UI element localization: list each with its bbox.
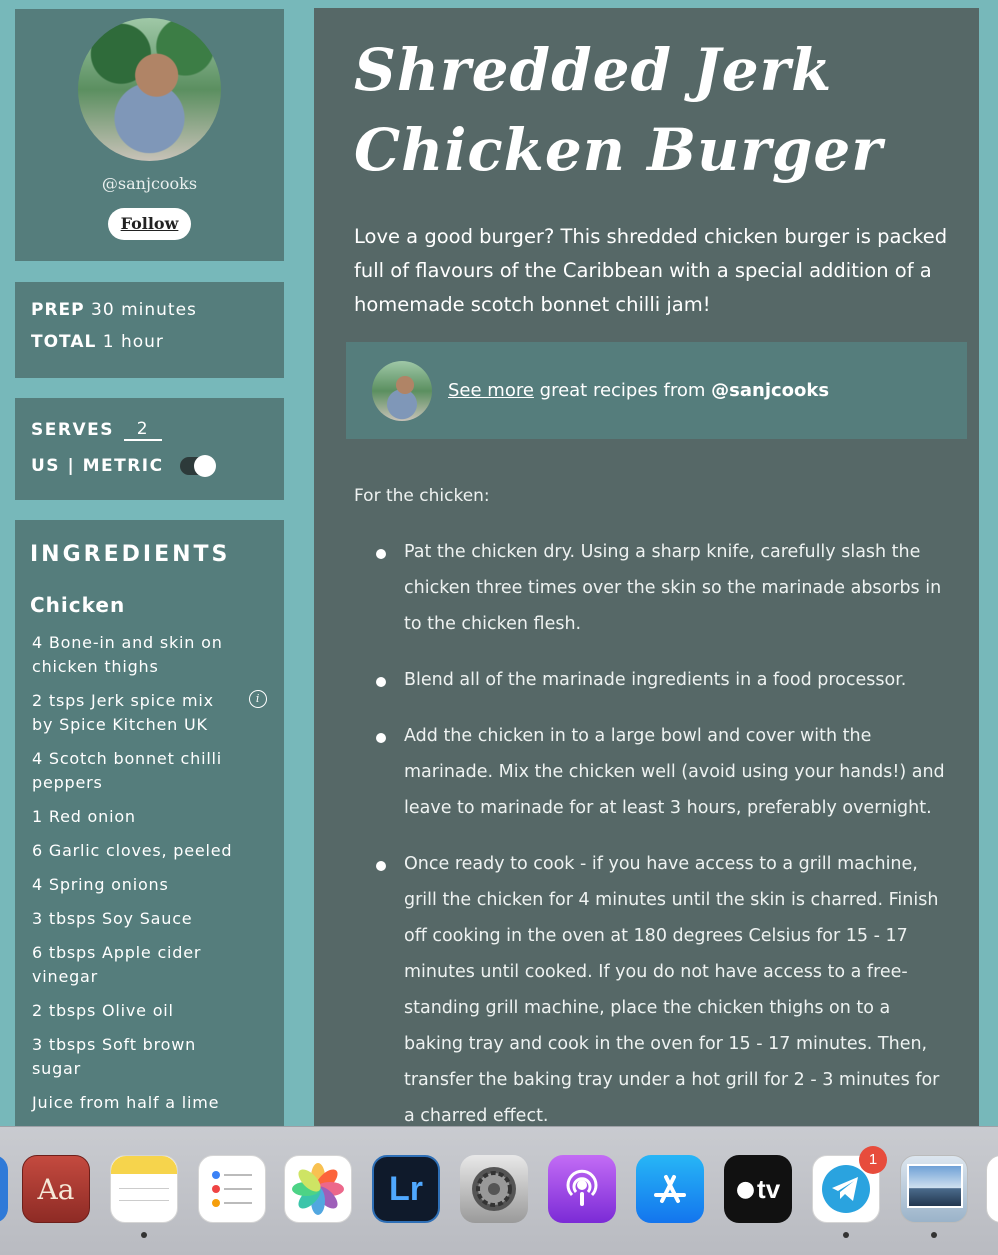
- finder-icon[interactable]: [0, 1155, 8, 1223]
- lightroom-glyph: Lr: [389, 1169, 423, 1208]
- ingredient-item: 4 Scotch bonnet chilli peppers: [32, 749, 223, 792]
- total-time: [31, 330, 268, 362]
- running-indicator: [931, 1232, 937, 1238]
- ingredient-item: 6 tbsps Apple cider vinegar: [32, 943, 202, 986]
- lightroom-icon[interactable]: [372, 1155, 440, 1223]
- units-toggle[interactable]: [180, 457, 214, 475]
- notes-icon[interactable]: [110, 1155, 178, 1223]
- method-step: Blend all of the marinade ingredients in a food processor.: [354, 662, 954, 698]
- author-avatar[interactable]: [372, 361, 432, 421]
- info-icon[interactable]: i: [249, 690, 267, 708]
- ingredient-text: 2 tsps Jerk spice mix by Spice Kitchen UK: [32, 691, 214, 734]
- ingredient-item: 6 Garlic cloves, peeled: [32, 841, 233, 860]
- method-step: Pat the chicken dry. Using a sharp knife, carefully slash the chicken three times over the skin so the marinade absorbs in to the chicken flesh.: [354, 534, 954, 642]
- ingredient-item: 3 tbsps Soy Sauce: [32, 909, 193, 928]
- avatar[interactable]: [78, 18, 221, 161]
- apple-tv-glyph: tv: [757, 1173, 781, 1204]
- telegram-icon[interactable]: [812, 1151, 880, 1223]
- textedit-icon[interactable]: [986, 1155, 998, 1223]
- promo-handle[interactable]: @sanjcooks: [711, 380, 830, 401]
- method-step: Once ready to cook - if you have access to a grill machine, grill the chicken for 4 minutes until the skin is charred. Finish off cooking in the oven at 180 degrees Celsius for 15 - 17 minutes until cooked. If you do not have access to a free-standing grill machine, place the chicken thighs on to a baking tray and cook in the oven for 15 - 17 minutes. Then, transfer the baking tray under a hot grill for 2 - 3 minutes for a charred effect.: [354, 846, 954, 1134]
- app-store-icon[interactable]: [636, 1155, 704, 1223]
- total-value: 1 hour: [102, 332, 164, 352]
- ingredient-item: 4 Spring onions: [32, 875, 169, 894]
- profile-card: [15, 9, 284, 261]
- method-step: Add the chicken in to a large bowl and cover with the marinade. Mix the chicken well (avoid using your hands!) and leave to marinade for at least 3 hours, preferably overnight.: [354, 718, 954, 826]
- apple-tv-icon[interactable]: [724, 1155, 792, 1223]
- ingredient-item: 1 Red onion: [32, 807, 136, 826]
- dock: [0, 1126, 998, 1255]
- profile-handle[interactable]: @sanjcooks: [101, 174, 198, 193]
- ingredients-list: [30, 631, 269, 1140]
- prep-label: PREP: [31, 300, 85, 320]
- method-steps: [354, 534, 954, 1154]
- ingredient-item: [30, 689, 269, 737]
- promo-text: great recipes from: [533, 380, 712, 401]
- units-label: US | METRIC: [31, 456, 164, 476]
- ingredient-item: 4 Bone-in and skin on chicken thighs: [32, 633, 223, 676]
- running-indicator: [141, 1232, 147, 1238]
- ingredient-item: 2 tbsps Olive oil: [32, 1001, 174, 1020]
- method-section-label: For the chicken:: [354, 486, 490, 506]
- ingredients-title: INGREDIENTS: [30, 542, 231, 567]
- preview-icon[interactable]: [900, 1155, 968, 1223]
- total-label: TOTAL: [31, 332, 97, 352]
- dictionary-glyph: Aa: [37, 1172, 75, 1206]
- dictionary-icon[interactable]: [22, 1155, 90, 1223]
- podcasts-icon[interactable]: [548, 1155, 616, 1223]
- ingredients-section-title: Chicken: [30, 593, 126, 617]
- recipe-intro: Love a good burger? This shredded chicken burger is packed full of flavours of the Caribbean with a special addition of a homemade scotch bonnet chilli jam!: [354, 225, 948, 316]
- recipe-panel: [314, 8, 979, 1148]
- author-promo: [346, 342, 967, 439]
- photos-icon[interactable]: [284, 1155, 352, 1223]
- ingredient-item: Juice from half a lime: [32, 1093, 220, 1112]
- notification-badge: 1: [859, 1146, 887, 1174]
- serves-card: [15, 398, 284, 500]
- time-card: [15, 282, 284, 378]
- apple-logo-icon: ●: [735, 1176, 756, 1202]
- toggle-knob: [194, 455, 216, 477]
- serves-input[interactable]: 2: [124, 419, 162, 441]
- recipe-title: Shredded Jerk Chicken Burger: [354, 36, 883, 184]
- ingredient-item: 3 tbsps Soft brown sugar: [32, 1035, 197, 1078]
- ingredients-card: [15, 520, 284, 1140]
- running-indicator: [843, 1232, 849, 1238]
- reminders-icon[interactable]: [198, 1155, 266, 1223]
- system-preferences-icon[interactable]: [460, 1155, 528, 1223]
- serves-label: SERVES: [31, 420, 114, 440]
- prep-value: 30 minutes: [91, 300, 197, 320]
- follow-button[interactable]: Follow: [108, 208, 191, 240]
- prep-time: [31, 298, 268, 330]
- see-more-link[interactable]: See more: [448, 380, 534, 401]
